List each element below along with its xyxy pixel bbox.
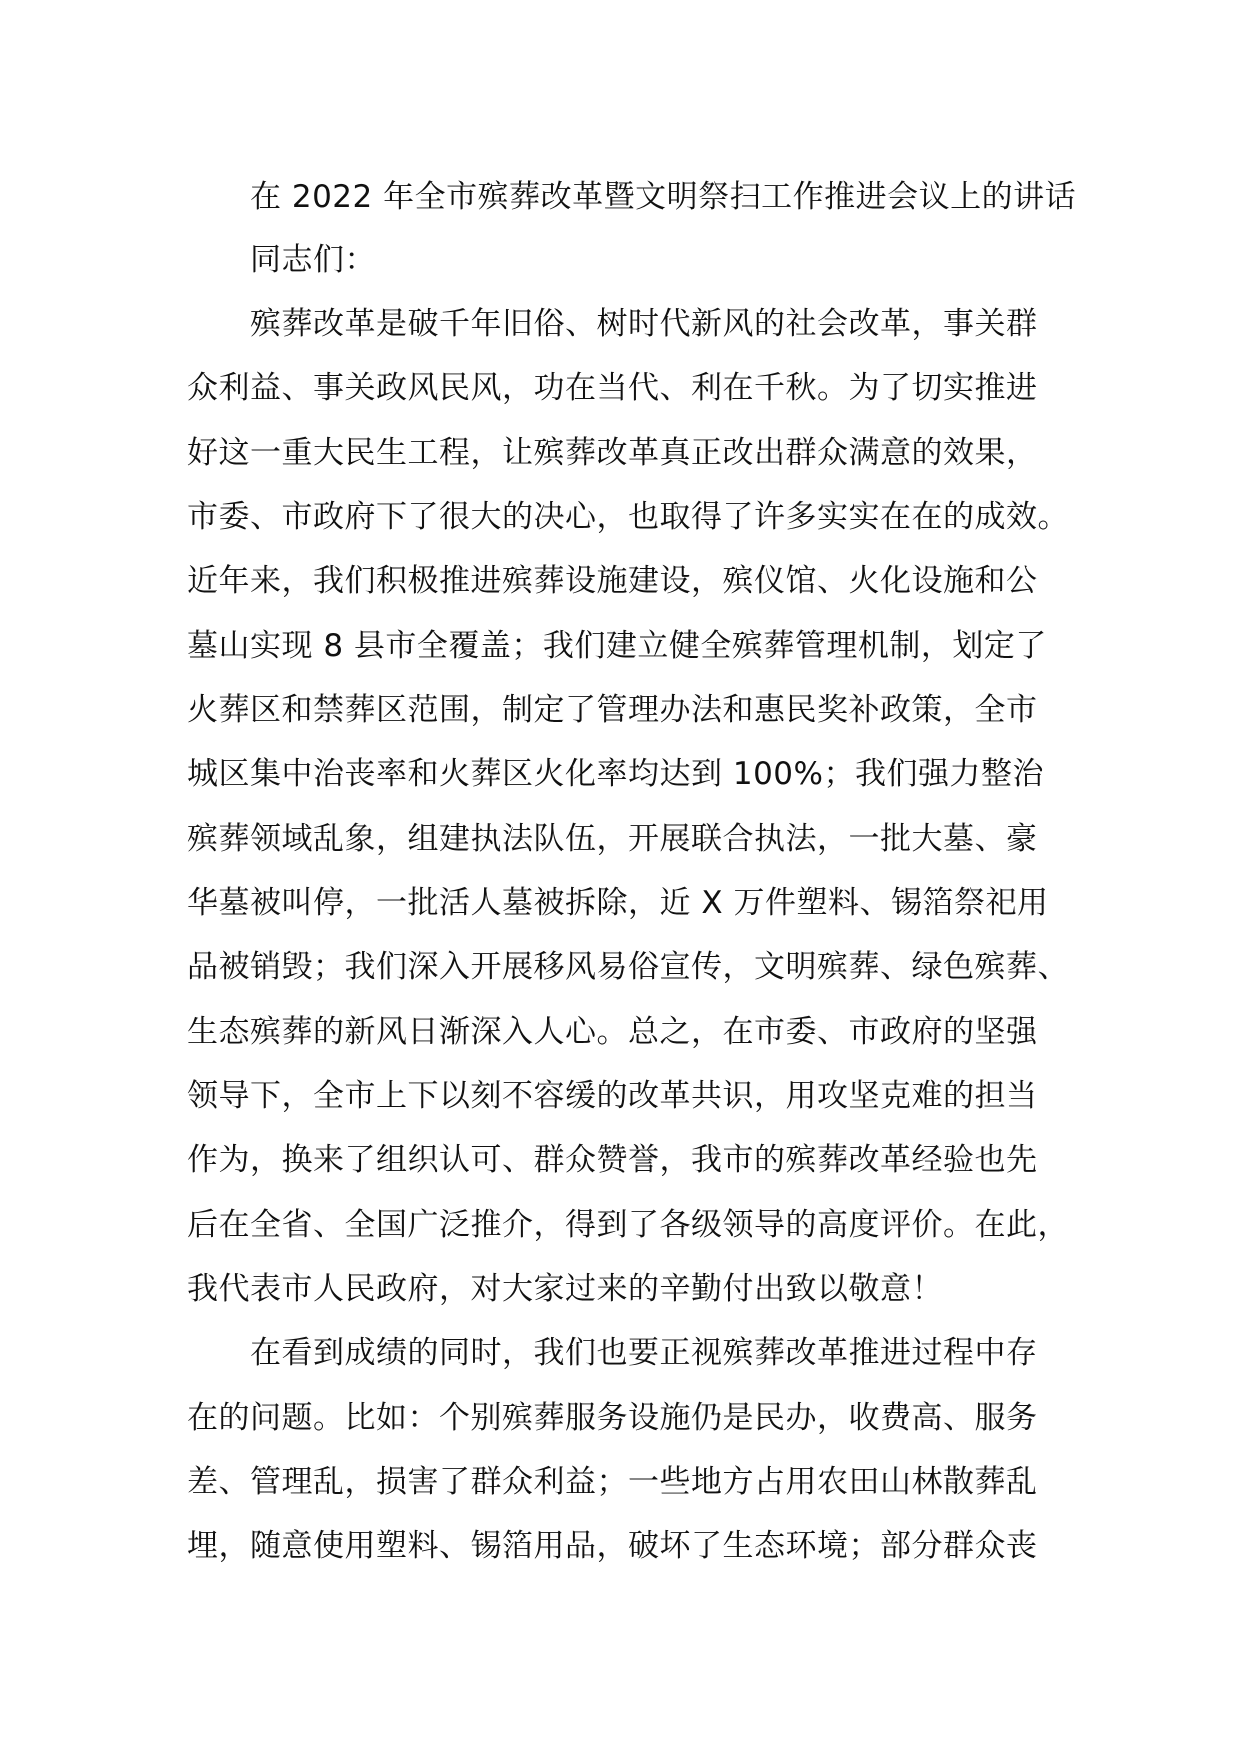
paragraph-line: 市委、市政府下了很大的决心，也取得了许多实实在在的成效。 <box>187 499 1069 535</box>
paragraph-line: 火葬区和禁葬区范围，制定了管理办法和惠民奖补政策，全市 <box>187 692 1038 728</box>
paragraph-line: 在看到成绩的同时，我们也要正视殡葬改革推进过程中存 <box>250 1335 1038 1371</box>
salutation: 同志们： <box>250 242 376 278</box>
paragraph-line: 众利益、事关政风民风，功在当代、利在千秋。为了切实推进 <box>187 370 1038 406</box>
document-title: 在 2022 年全市殡葬改革暨文明祭扫工作推进会议上的讲话 <box>250 179 1077 215</box>
paragraph-line: 在的问题。比如：个别殡葬服务设施仍是民办，收费高、服务 <box>187 1400 1038 1436</box>
paragraph-line: 殡葬领域乱象，组建执法队伍，开展联合执法，一批大墓、豪 <box>187 821 1038 857</box>
paragraph-line: 品被销毁；我们深入开展移风易俗宣传，文明殡葬、绿色殡葬、 <box>187 949 1069 985</box>
paragraph-line: 华墓被叫停，一批活人墓被拆除，近 X 万件塑料、锡箔祭祀用 <box>187 885 1049 921</box>
paragraph-line: 我代表市人民政府，对大家过来的辛勤付出致以敬意！ <box>187 1271 943 1307</box>
paragraph-line: 城区集中治丧率和火葬区火化率均达到 100%；我们强力整治 <box>187 756 1044 792</box>
paragraph-line: 墓山实现 8 县市全覆盖；我们建立健全殡葬管理机制，划定了 <box>187 628 1047 664</box>
paragraph-line: 埋，随意使用塑料、锡箔用品，破坏了生态环境；部分群众丧 <box>187 1528 1038 1564</box>
paragraph-line: 领导下，全市上下以刻不容缓的改革共识，用攻坚克难的担当 <box>187 1078 1038 1114</box>
paragraph-line: 近年来，我们积极推进殡葬设施建设，殡仪馆、火化设施和公 <box>187 563 1038 599</box>
paragraph-line: 作为，换来了组织认可、群众赞誉，我市的殡葬改革经验也先 <box>187 1142 1038 1178</box>
paragraph-line: 生态殡葬的新风日渐深入人心。总之，在市委、市政府的坚强 <box>187 1014 1038 1050</box>
paragraph-line: 好这一重大民生工程，让殡葬改革真正改出群众满意的效果， <box>187 435 1038 471</box>
paragraph-line: 差、管理乱，损害了群众利益；一些地方占用农田山林散葬乱 <box>187 1464 1038 1500</box>
paragraph-line: 殡葬改革是破千年旧俗、树时代新风的社会改革，事关群 <box>250 306 1038 342</box>
paragraph-line: 后在全省、全国广泛推介，得到了各级领导的高度评价。在此， <box>187 1207 1069 1243</box>
